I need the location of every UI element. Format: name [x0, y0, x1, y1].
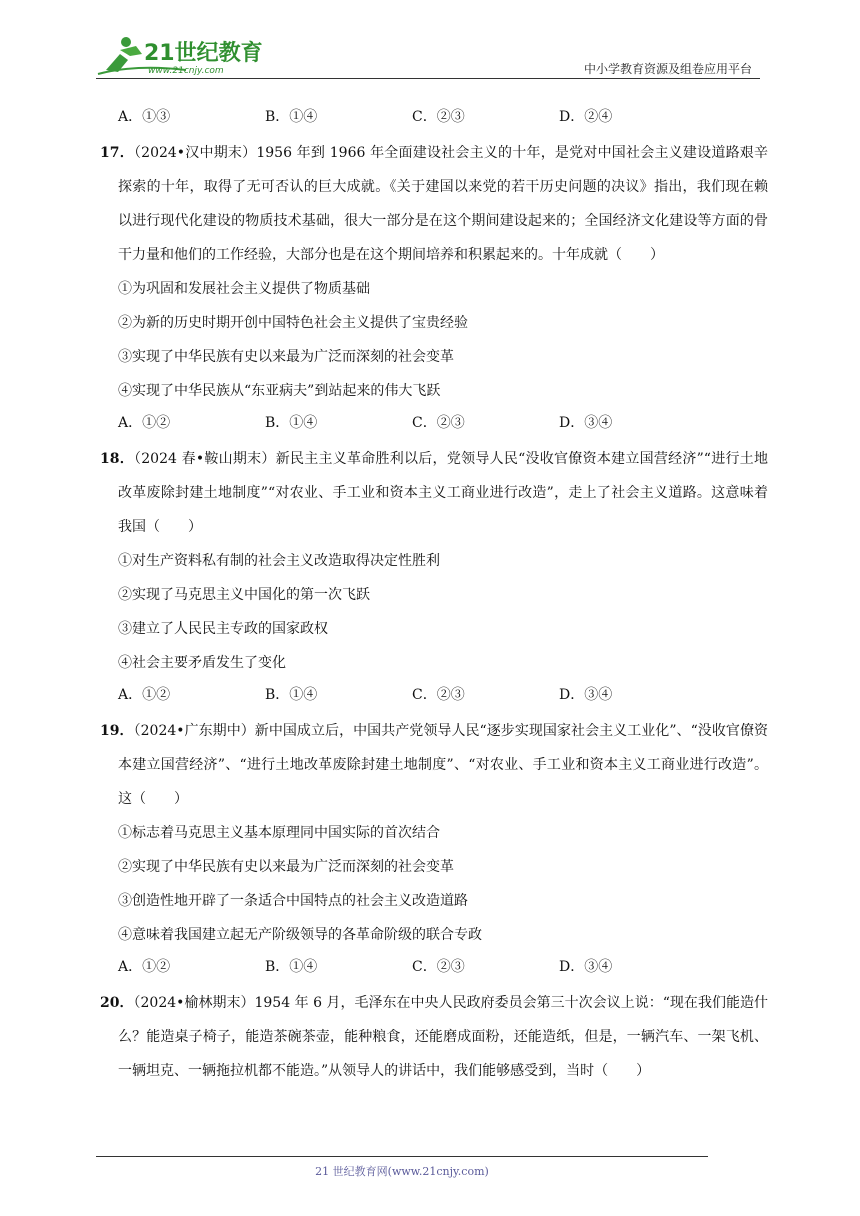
question-text: 18．（2024 春•鞍山期末）新民主主义革命胜利以后，党领导人民“没收官僚资本建立国营经济”“进行土地改革废除封建土地制度”“对农业、手工业和资本主义工商业进行改造”，走上了社会主义道路。这意味着我国（ ）	[100, 451, 769, 535]
question-text: 20．（2024•榆林期末）1954 年 6 月，毛泽东在中央人民政府委员会第三十次会议上说：“现在我们能造什么？能造桌子椅子，能造茶碗茶壶，能种粮食，还能磨成面粉，还能造纸，但是，一辆汽车、一架飞机、一辆坦克、一辆拖拉机都不能造。”从领导人的讲话中，我们能够感受到，当时（ ）	[100, 995, 768, 1079]
logo-text: 21世纪教育	[144, 41, 263, 66]
option-d: D．②④	[559, 109, 613, 125]
option-b: B．①④	[265, 959, 318, 975]
page-header	[96, 30, 760, 78]
option-d: D．③④	[559, 959, 613, 975]
option-a: A．①②	[118, 687, 171, 703]
option-a: A．①③	[118, 109, 171, 125]
question-17	[100, 136, 769, 436]
question-number: 20．	[100, 995, 134, 1011]
question-19	[100, 714, 768, 980]
statement: ③建立了人民民主专政的国家政权	[118, 621, 328, 637]
question-number: 18．	[100, 451, 135, 467]
answer-options	[118, 952, 768, 980]
statement: ②为新的历史时期开创中国特色社会主义提供了宝贵经验	[118, 315, 468, 331]
option-d: D．③④	[559, 415, 613, 431]
header-divider	[96, 78, 760, 79]
statement: ③创造性地开辟了一条适合中国特点的社会主义改造道路	[118, 893, 468, 909]
question-20	[100, 986, 768, 1088]
answer-options	[118, 680, 768, 708]
question-number: 17．	[100, 145, 134, 161]
footer-text: 21 世纪教育网(www.21cnjy.com)	[315, 1165, 489, 1178]
answer-options	[118, 408, 768, 436]
option-c: C．②③	[412, 415, 465, 431]
previous-question-options	[118, 102, 768, 130]
statement: ②实现了中华民族有史以来最为广泛而深刻的社会变革	[118, 859, 454, 875]
option-b: B．①④	[265, 109, 318, 125]
statement: ③实现了中华民族有史以来最为广泛而深刻的社会变革	[118, 349, 454, 365]
question-text: 17．（2024•汉中期末）1956 年到 1966 年全面建设社会主义的十年，是党对中国社会主义建设道路艰辛探索的十年，取得了无可否认的巨大成就。《关于建国以来党的若干历史问题的决议》指出，我们现在赖以进行现代化建设的物质技术基础，很大一部分是在这个期间建设起来的；全国经济文化建设等方面的骨干力量和他们的工作经验，大部分也是在这个期间培养和积累起来的。十年成就（ ）	[100, 145, 769, 263]
question-text: 19．（2024•广东期中）新中国成立后，中国共产党领导人民“逐步实现国家社会主义工业化”、“没收官僚资本建立国营经济”、“进行土地改革废除封建土地制度”、“对农业、手工业和资本主义工商业进行改造”。这（ ）	[100, 723, 768, 807]
statement: ①标志着马克思主义基本原理同中国实际的首次结合	[118, 825, 440, 841]
option-a: A．①②	[118, 415, 171, 431]
logo-url: www.21cnjy.com	[148, 66, 224, 76]
question-content	[100, 102, 769, 1088]
option-a: A．①②	[118, 959, 171, 975]
page-footer	[96, 1156, 708, 1179]
option-b: B．①④	[265, 687, 318, 703]
statement: ①对生产资料私有制的社会主义改造取得决定性胜利	[118, 553, 440, 569]
option-c: C．②③	[412, 109, 465, 125]
statement: ②实现了马克思主义中国化的第一次飞跃	[118, 587, 370, 603]
statement: ④意味着我国建立起无产阶级领导的各革命阶级的联合专政	[118, 927, 482, 943]
platform-title: 中小学教育资源及组卷应用平台	[583, 62, 752, 76]
logo-icon	[96, 30, 266, 78]
question-number: 19．	[100, 723, 134, 739]
footer-divider	[96, 1156, 708, 1157]
option-c: C．②③	[412, 959, 465, 975]
option-b: B．①④	[265, 415, 318, 431]
statement: ④实现了中华民族从“东亚病夫”到站起来的伟大飞跃	[118, 383, 441, 399]
question-18	[100, 442, 769, 708]
option-d: D．③④	[559, 687, 613, 703]
statement: ①为巩固和发展社会主义提供了物质基础	[118, 281, 370, 297]
statement: ④社会主要矛盾发生了变化	[118, 655, 286, 671]
option-c: C．②③	[412, 687, 465, 703]
